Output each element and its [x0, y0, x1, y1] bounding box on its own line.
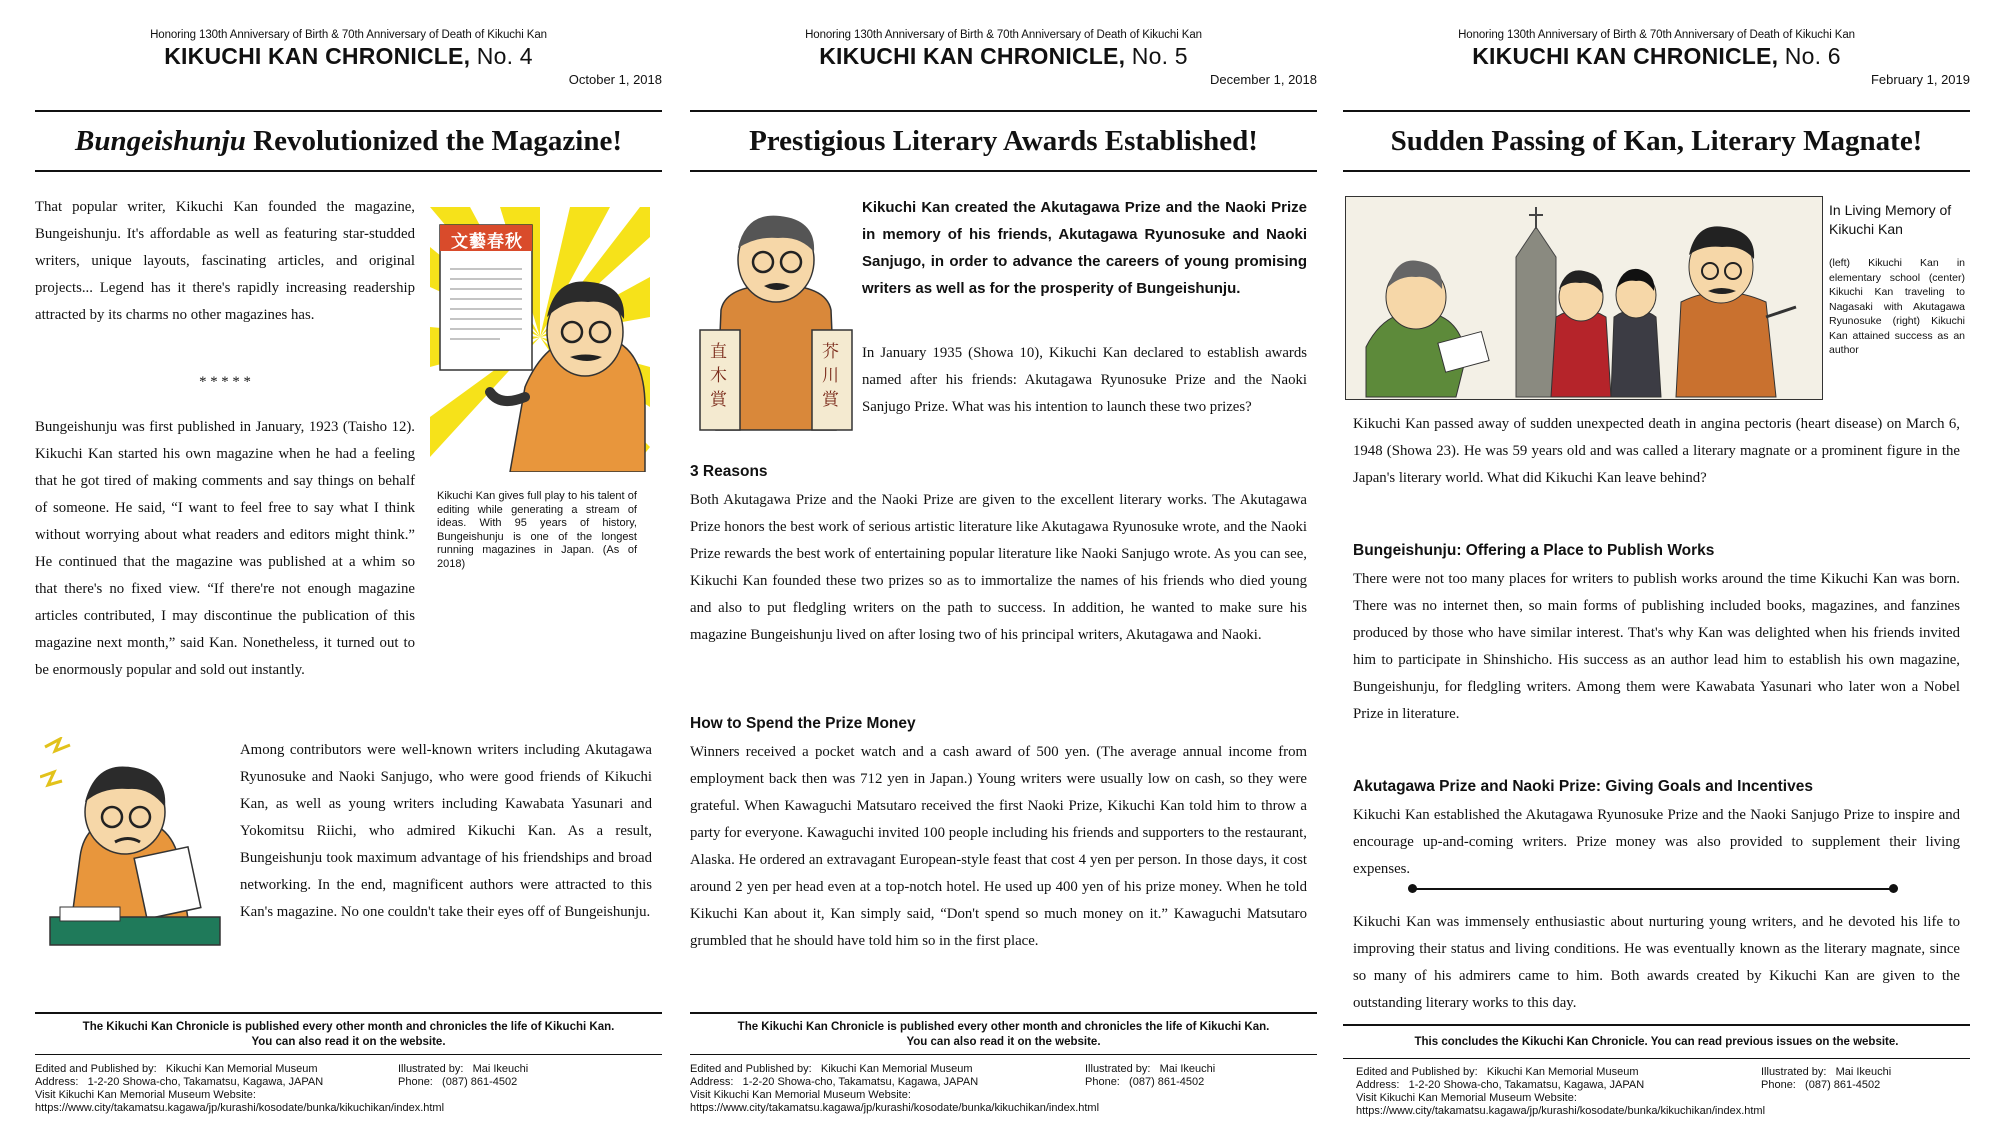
phone-label: Phone:	[398, 1076, 433, 1088]
article-intro: That popular writer, Kikuchi Kan founded the magazine, Bungeishunju. It's affordable as well as featuring star-studded writers, unique layouts, fascinating articles, and original projects... Legend has it there's rapidly increasing readership attracted by its charms no other magazines has.	[35, 199, 415, 323]
illustrated-label: Illustrated by:	[1085, 1063, 1151, 1075]
website-link[interactable]: https://www.city/takamatsu.kagawa/jp/kurashi/kosodate/bunka/kikuchikan/index.html	[690, 1102, 1100, 1114]
footer-rule	[690, 1012, 1317, 1014]
phone-value: (087) 861-4502	[442, 1076, 518, 1088]
footer-rule-2	[1343, 1058, 1970, 1059]
section-divider-stars: * * * * *	[199, 374, 251, 390]
phone-value: (087) 861-4502	[1129, 1076, 1205, 1088]
phone-block	[1761, 1079, 1880, 1092]
address-value: 1-2-20 Showa-cho, Takamatsu, Kagawa, JAPAN	[742, 1076, 979, 1088]
address-label: Address:	[690, 1076, 734, 1088]
colophon	[690, 1063, 1317, 1115]
section-divider	[1408, 884, 1898, 894]
footer-rule-2	[690, 1054, 1317, 1055]
magazine-caption: Kikuchi Kan gives full play to his talent of editing while generating a stream of ideas. With 95 years of history, Bungeishunju is one of the longest running magazines in Japan. (As of 2018)	[437, 490, 637, 570]
masthead	[690, 0, 1317, 110]
phone-value: (087) 861-4502	[1805, 1079, 1881, 1091]
illustrated-block	[1761, 1066, 1891, 1079]
illustrated-block	[1085, 1063, 1215, 1076]
chronicle-issue-6	[1343, 0, 1970, 1133]
edited-label: Edited and Published by:	[1356, 1066, 1478, 1078]
headline-text: Revolutionized the Magazine!	[245, 125, 623, 157]
writer-illustration	[40, 737, 225, 947]
issue-date: February 1, 2019	[1870, 72, 1970, 87]
intro-paragraph: In January 1935 (Showa 10), Kikuchi Kan declared to establish awards named after his friends: Akutagawa Ryunosuke Prize and the Naoki Sanjugo Prize. What was his intention to launch these two prizes?	[862, 345, 1307, 415]
footer-line-2: You can also read it on the website.	[906, 1036, 1101, 1048]
edited-value: Kikuchi Kan Memorial Museum	[820, 1063, 973, 1075]
footer-line-1: The Kikuchi Kan Chronicle is published every other month and chronicles the life of Kikuchi Kan.	[82, 1021, 615, 1033]
prize-scroll-illustration	[696, 190, 856, 435]
chronicle-name: KIKUCHI KAN CHRONICLE,	[1472, 43, 1779, 69]
address-label: Address:	[35, 1076, 79, 1088]
address-value: 1-2-20 Showa-cho, Takamatsu, Kagawa, JAPAN	[87, 1076, 324, 1088]
edited-value: Kikuchi Kan Memorial Museum	[1486, 1066, 1639, 1078]
masthead	[1343, 0, 1970, 110]
chronicle-title	[35, 43, 662, 70]
magazine-illustration	[430, 207, 650, 472]
footer-rule	[35, 1012, 662, 1014]
phone-block	[398, 1076, 517, 1089]
chronicle-issue-4	[35, 0, 662, 1133]
address-value: 1-2-20 Showa-cho, Takamatsu, Kagawa, JAPAN	[1408, 1079, 1645, 1091]
footer-rule-2	[35, 1054, 662, 1055]
chronicle-issue-5	[690, 0, 1317, 1133]
issue-date: December 1, 2018	[1210, 72, 1317, 87]
issue-number: No. 5	[1131, 43, 1188, 69]
prize-money-heading: How to Spend the Prize Money	[690, 715, 916, 732]
prizes-paragraph: Kikuchi Kan established the Akutagawa Ryunosuke Prize and the Naoki Sanjugo Prize to inspire and encourage up-and-coming writers. Prize money was also provided to supplement their living expenses.	[1353, 807, 1960, 877]
masthead	[35, 0, 662, 110]
footer-line-2: You can also read it on the website.	[251, 1036, 446, 1048]
akutagawa-scroll-text: 芥川賞	[822, 342, 839, 410]
headline-rule	[35, 170, 662, 172]
colophon	[35, 1063, 662, 1115]
website-label: Visit Kikuchi Kan Memorial Museum Website:	[35, 1089, 256, 1101]
chronicle-name: KIKUCHI KAN CHRONICLE,	[164, 43, 471, 69]
lead-paragraph: Kikuchi Kan created the Akutagawa Prize and the Naoki Prize in memory of his friends, Akutagawa Ryunosuke and Naoki Sanjugo, in order to advance the careers of young promising writers as well as for the prosperity of Bungeishunju.	[862, 199, 1307, 297]
article-body: Bungeishunju was first published in January, 1923 (Taisho 12). Kikuchi Kan started his own magazine when he had a feeling that he got tired of making comments and say things on behalf of someone. He said, “I want to feel free to say what I think without worrying about what readers and editors might think.” He continued that the magazine was published at a whim so that there's no fixed view. “If there're not enough magazine articles contributed, I may discontinue the publication of this magazine next month,” said Kan. Nonetheless, it turned out to be enormously popular and sold out instantly.	[35, 419, 415, 678]
edited-value: Kikuchi Kan Memorial Museum	[165, 1063, 318, 1075]
anniversary-line: Honoring 130th Anniversary of Birth & 70th Anniversary of Death of Kikuchi Kan	[150, 29, 547, 41]
headline-magazine-name: Bungeishunju	[74, 125, 246, 157]
footer-note	[690, 1020, 1317, 1050]
headline	[35, 112, 662, 170]
phone-block	[1085, 1076, 1204, 1089]
headline: Sudden Passing of Kan, Literary Magnate!	[1390, 125, 1923, 157]
illustrated-label: Illustrated by:	[1761, 1066, 1827, 1078]
frustrated-writer-icon	[40, 737, 225, 947]
website-label: Visit Kikuchi Kan Memorial Museum Website:	[1356, 1092, 1577, 1104]
issue-number: No. 6	[1784, 43, 1841, 69]
address-label: Address:	[1356, 1079, 1400, 1091]
naoki-scroll-text: 直木賞	[710, 342, 727, 410]
anniversary-line: Honoring 130th Anniversary of Birth & 70th Anniversary of Death of Kikuchi Kan	[1458, 29, 1855, 41]
footer-line-1: The Kikuchi Kan Chronicle is published every other month and chronicles the life of Kikuchi Kan.	[737, 1021, 1270, 1033]
memory-title: In Living Memory of Kikuchi Kan	[1829, 202, 1952, 237]
illustrated-value: Mai Ikeuchi	[472, 1063, 529, 1075]
issue-number: No. 4	[476, 43, 533, 69]
memorial-illustration	[1345, 196, 1823, 400]
passing-paragraph: Kikuchi Kan passed away of sudden unexpected death in angina pectoris (heart disease) on March 6, 1948 (Showa 23). He was 59 years old and was called a literary magnate or a prominent figure in the Japan's literary world. What did Kikuchi Kan leave behind?	[1353, 416, 1960, 486]
chronicle-title	[1343, 43, 1970, 70]
reasons-heading: 3 Reasons	[690, 463, 768, 480]
website-label: Visit Kikuchi Kan Memorial Museum Website:	[690, 1089, 911, 1101]
headline-rule	[1343, 170, 1970, 172]
headline: Prestigious Literary Awards Established!	[749, 125, 1258, 157]
magazine-cover-title: 文藝春秋	[451, 232, 523, 251]
edited-label: Edited and Published by:	[35, 1063, 157, 1075]
phone-label: Phone:	[1761, 1079, 1796, 1091]
prize-money-paragraph: Winners received a pocket watch and a cash award of 500 yen. (The average annual income from employment back then was 712 yen in Japan.) Young writers were usually low on cash, so they were grateful. When Kawaguchi Matsutaro received the first Naoki Prize, Kikuchi Kan told him to throw a party for everyone. Kawaguchi invited 100 people including his friends and supporters to the restaurant, Alaska. He ordered an extravagant European-style feast that cost 4 yen per person. In those days, it cost around 2 yen per head even at a top-notch hotel. He used up 400 yen of his prize money. When he told Kikuchi Kan about it, Kan simply said, “Don't spend so much money on it.” Kawaguchi Matsutaro grumbled that he should have told him so in the first place.	[690, 744, 1307, 949]
issue-date: October 1, 2018	[568, 72, 662, 87]
legacy-paragraph: Kikuchi Kan was immensely enthusiastic about nurturing young writers, and he devoted his life to improving their status and living conditions. He was eventually known as the literary magnate, since so many of his admirers came to him. Both awards created by Kikuchi Kan are given to the outstanding literary works to this day.	[1353, 914, 1960, 1011]
chronicle-name: KIKUCHI KAN CHRONICLE,	[819, 43, 1126, 69]
prizes-heading: Akutagawa Prize and Naoki Prize: Giving Goals and Incentives	[1353, 778, 1813, 795]
contributors-paragraph: Among contributors were well-known writers including Akutagawa Ryunosuke and Naoki Sanjugo, who were good friends of Kikuchi Kan, as well as young writers including Kawabata Yasunari and Yokomitsu Riichi, who admired Kikuchi Kan. As a result, Bungeishunju took maximum advantage of his friendships and broad networking. In the end, magnificent authors were attracted to this Kan's magazine. No one couldn't take their eyes off of Bungeishunju.	[240, 742, 652, 920]
website-link[interactable]: https://www.city/takamatsu.kagawa/jp/kurashi/kosodate/bunka/kikuchikan/index.html	[35, 1102, 445, 1114]
anniversary-line: Honoring 130th Anniversary of Birth & 70th Anniversary of Death of Kikuchi Kan	[805, 29, 1202, 41]
footer-note: This concludes the Kikuchi Kan Chronicle. You can read previous issues on the website.	[1414, 1036, 1899, 1048]
chronicle-title	[690, 43, 1317, 70]
colophon	[1356, 1066, 1970, 1118]
illustrated-value: Mai Ikeuchi	[1159, 1063, 1216, 1075]
website-link[interactable]: https://www.city/takamatsu.kagawa/jp/kurashi/kosodate/bunka/kikuchikan/index.html	[1356, 1105, 1766, 1117]
edited-label: Edited and Published by:	[690, 1063, 812, 1075]
memorial-caption: (left) Kikuchi Kan in elementary school (center) Kikuchi Kan traveling to Nagasaki with Akutagawa Ryunosuke (right) Kikuchi Kan attained success as an author	[1829, 257, 1965, 356]
bungeishunju-paragraph: There were not too many places for writers to publish works around the time Kikuchi Kan was born. There was no internet then, so main forms of publishing included books, magazines, and fanzines produced by those who have similar interest. That's why Kan was delighted when his friends invited him to participate in Shinshicho. His success as an author lead him to establish his own magazine, Bungeishunju, for fledgling writers. Among them were Kawabata Yasunari who later won a Nobel Prize in literature.	[1353, 571, 1960, 722]
three-stages-of-life-icon	[1346, 197, 1822, 399]
footer-note	[35, 1020, 662, 1050]
bungeishunju-heading: Bungeishunju: Offering a Place to Publish Works	[1353, 542, 1715, 559]
illustrated-label: Illustrated by:	[398, 1063, 464, 1075]
illustrated-block	[398, 1063, 528, 1076]
illustrated-value: Mai Ikeuchi	[1835, 1066, 1892, 1078]
headline-rule	[690, 170, 1317, 172]
footer-rule	[1343, 1024, 1970, 1026]
phone-label: Phone:	[1085, 1076, 1120, 1088]
reasons-paragraph: Both Akutagawa Prize and the Naoki Prize are given to the excellent literary works. The Akutagawa Prize honors the best work of serious artistic literature like Akutagawa Ryunosuke wrote, and the Naoki Prize rewards the best work of entertaining popular literature like Naoki Sanjugo wrote. As you can see, Kikuchi Kan founded these two prizes so as to immortalize the names of his friends who died young and also to put fledgling writers on the path to success. In addition, he wanted to make sure his magazine Bungeishunju lived on after losing two of his principal writers, Akutagawa and Naoki.	[690, 492, 1307, 643]
